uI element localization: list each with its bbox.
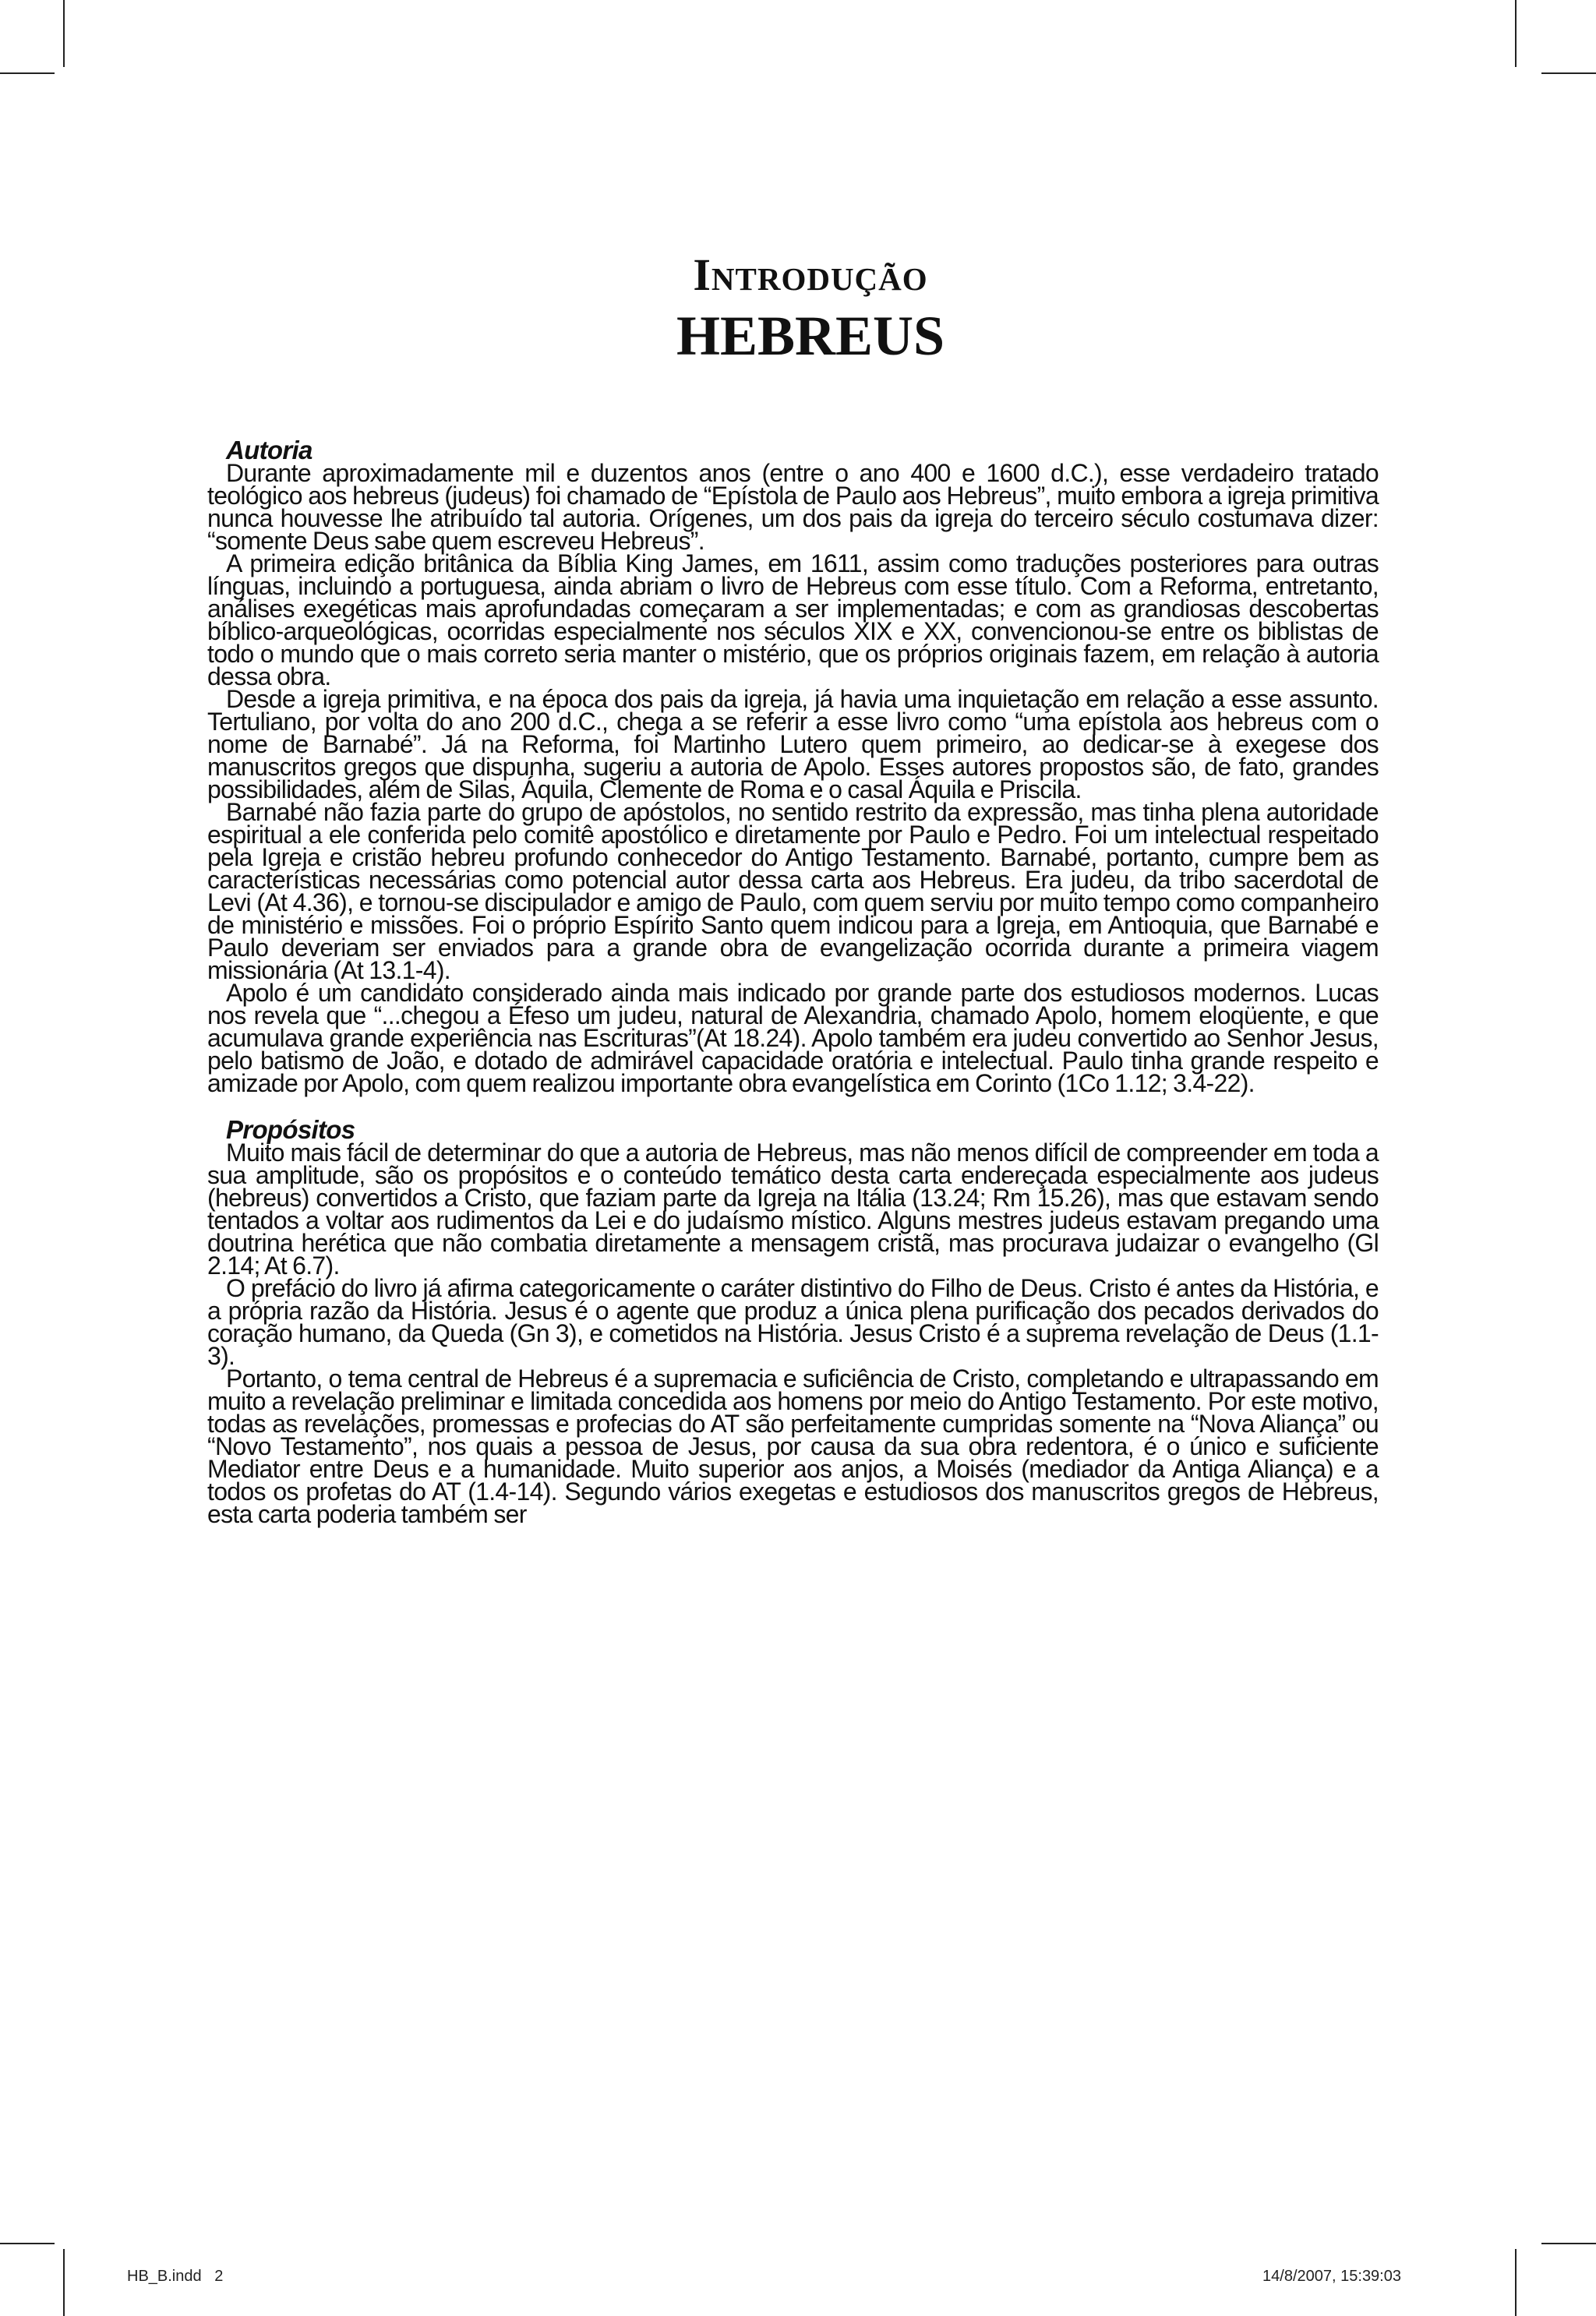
paragraph: Muito mais fácil de determinar do que a autoria de Hebreus, mas não menos difícil de compreender em toda a sua amplitude, são os propósitos e o conteúdo temático desta carta endereçada especialmente aos judeus (hebreus) convertidos a Cristo, que faziam parte da Igreja na Itália (13.24; Rm 15.26), mas que estavam sendo tentados a voltar aos rudimentos da Lei e do judaísmo místico. Alguns mestres judeus estavam pregando uma doutrina herética que não combatia diretamente a mensagem cristã, mas procurava judaizar o evangelho (Gl 2.14; At 6.7). xyxy=(207,1139,1379,1280)
page-subtitle: Introdução xyxy=(693,249,928,300)
title-block xyxy=(0,248,1596,369)
section-heading: Autoria xyxy=(226,436,312,464)
crop-mark xyxy=(0,72,55,74)
paragraph: Barnabé não fazia parte do grupo de apóstolos, no sentido restrito da expressão, mas tinha plena autoridade espiritual a ele conferida pelo comitê apostólico e diretamente por Paulo e Pedro. Foi um intelectual respeitado pela Igreja e cristão hebreu profundo conhecedor do Antigo Testamento. Barnabé, portanto, cumpre bem as características necessárias como potencial autor dessa carta aos Hebreus. Era judeu, da tribo sacerdotal de Levi (At 4.36), e tornou-se discipulador e amigo de Paulo, com quem serviu por muito tempo como companheiro de ministério e missões. Foi o próprio Espírito Santo quem indicou para a Igreja, em Antioquia, que Barnabé e Paulo deveriam ser enviados para a grande obra de evangelização ocorrida durante a primeira viagem missionária (At 13.1-4). xyxy=(207,798,1379,984)
crop-mark xyxy=(1515,2249,1517,2316)
document-body xyxy=(207,436,1379,1528)
paragraph: Apolo é um candidato considerado ainda mais indicado por grande parte dos estudiosos modernos. Lucas nos revela que “...chegou a Éfeso um judeu, natural de Alexandria, chamado Apolo, homem eloqüente, e que acumulava grande experiência nas Escrituras”(At 18.24). Apolo também era judeu convertido ao Senhor Jesus, pelo batismo de João, e dotado de admirável capacidade oratória e intelectual. Paulo tinha grande respeito e amizade por Apolo, com quem realizou importante obra evangelística em Corinto (1Co 1.12; 3.4-22). xyxy=(207,979,1379,1097)
footer-file-label: HB_B.indd 2 xyxy=(127,2268,224,2285)
paragraph: Durante aproximadamente mil e duzentos anos (entre o ano 400 e 1600 d.C.), esse verdadeiro tratado teológico aos hebreus (judeus) foi chamado de “Epístola de Paulo aos Hebreus”, muito embora a igreja primitiva nunca houvesse lhe atribuído tal autoria. Orígenes, um dos pais da igreja do terceiro século costumava dizer: “somente Deus sabe quem escreveu Hebreus”. xyxy=(207,459,1379,555)
crop-mark xyxy=(0,2243,55,2244)
section-heading: Propósitos xyxy=(226,1115,355,1144)
crop-mark xyxy=(1541,2243,1596,2244)
crop-mark xyxy=(63,0,65,67)
crop-mark xyxy=(1515,0,1517,67)
crop-mark xyxy=(1541,72,1596,74)
page-title: HEBREUS xyxy=(676,305,945,367)
paragraph: Desde a igreja primitiva, e na época dos pais da igreja, já havia uma inquietação em relação a esse assunto. Tertuliano, por volta do ano 200 d.C., chega a se referir a esse livro como “uma epístola aos hebreus com o nome de Barnabé”. Já na Reforma, foi Martinho Lutero quem primeiro, ao dedicar-se à exegese dos manuscritos gregos que dispunha, sugeriu a autoria de Apolo. Esses autores propostos são, de fato, grandes possibilidades, além de Silas, Áquila, Clemente de Roma e o casal Áquila e Priscila. xyxy=(207,685,1379,803)
paragraph: O prefácio do livro já afirma categoricamente o caráter distintivo do Filho de Deus. Cristo é antes da História, e a própria razão da História. Jesus é o agente que produz a única plena purificação dos pecados derivados do coração humano, da Queda (Gn 3), e cometidos na História. Jesus Cristo é a suprema revelação de Deus (1.1-3). xyxy=(207,1274,1379,1370)
section-autoria xyxy=(207,436,1379,1097)
paragraph: Portanto, o tema central de Hebreus é a supremacia e suficiência de Cristo, completando e ultrapassando em muito a revelação preliminar e limitada concedida aos homens por meio do Antigo Testamento. Por este motivo, todas as revelações, promessas e profecias do AT são perfeitamente cumpridas somente na “Nova Aliança” ou “Novo Testamento”, nos quais a pessoa de Jesus, por causa da sua obra redentora, é o único e suficiente Mediator entre Deus e a humanidade. Muito superior aos anjos, a Moisés (mediador da Antiga Aliança) e a todos os profetas do AT (1.4-14). Segundo vários exegetas e estudiosos dos manuscritos gregos de Hebreus, esta carta poderia também ser xyxy=(207,1365,1379,1528)
paragraph: A primeira edição britânica da Bíblia King James, em 1611, assim como traduções posteriores para outras línguas, incluindo a portuguesa, ainda abriam o livro de Hebreus com esse título. Com a Reforma, entretanto, análises exegéticas mais aprofundadas começaram a ser implementadas; e com as grandiosas descobertas bíblico-arqueológicas, ocorridas especialmente nos séculos XIX e XX, convencionou-se entre os biblistas de todo o mundo que o mais correto seria manter o mistério, que os próprios originais fazem, em relação à autoria dessa obra. xyxy=(207,549,1379,690)
footer-timestamp: 14/8/2007, 15:39:03 xyxy=(1262,2268,1401,2285)
crop-mark xyxy=(63,2249,65,2316)
section-propositos xyxy=(207,1115,1379,1528)
